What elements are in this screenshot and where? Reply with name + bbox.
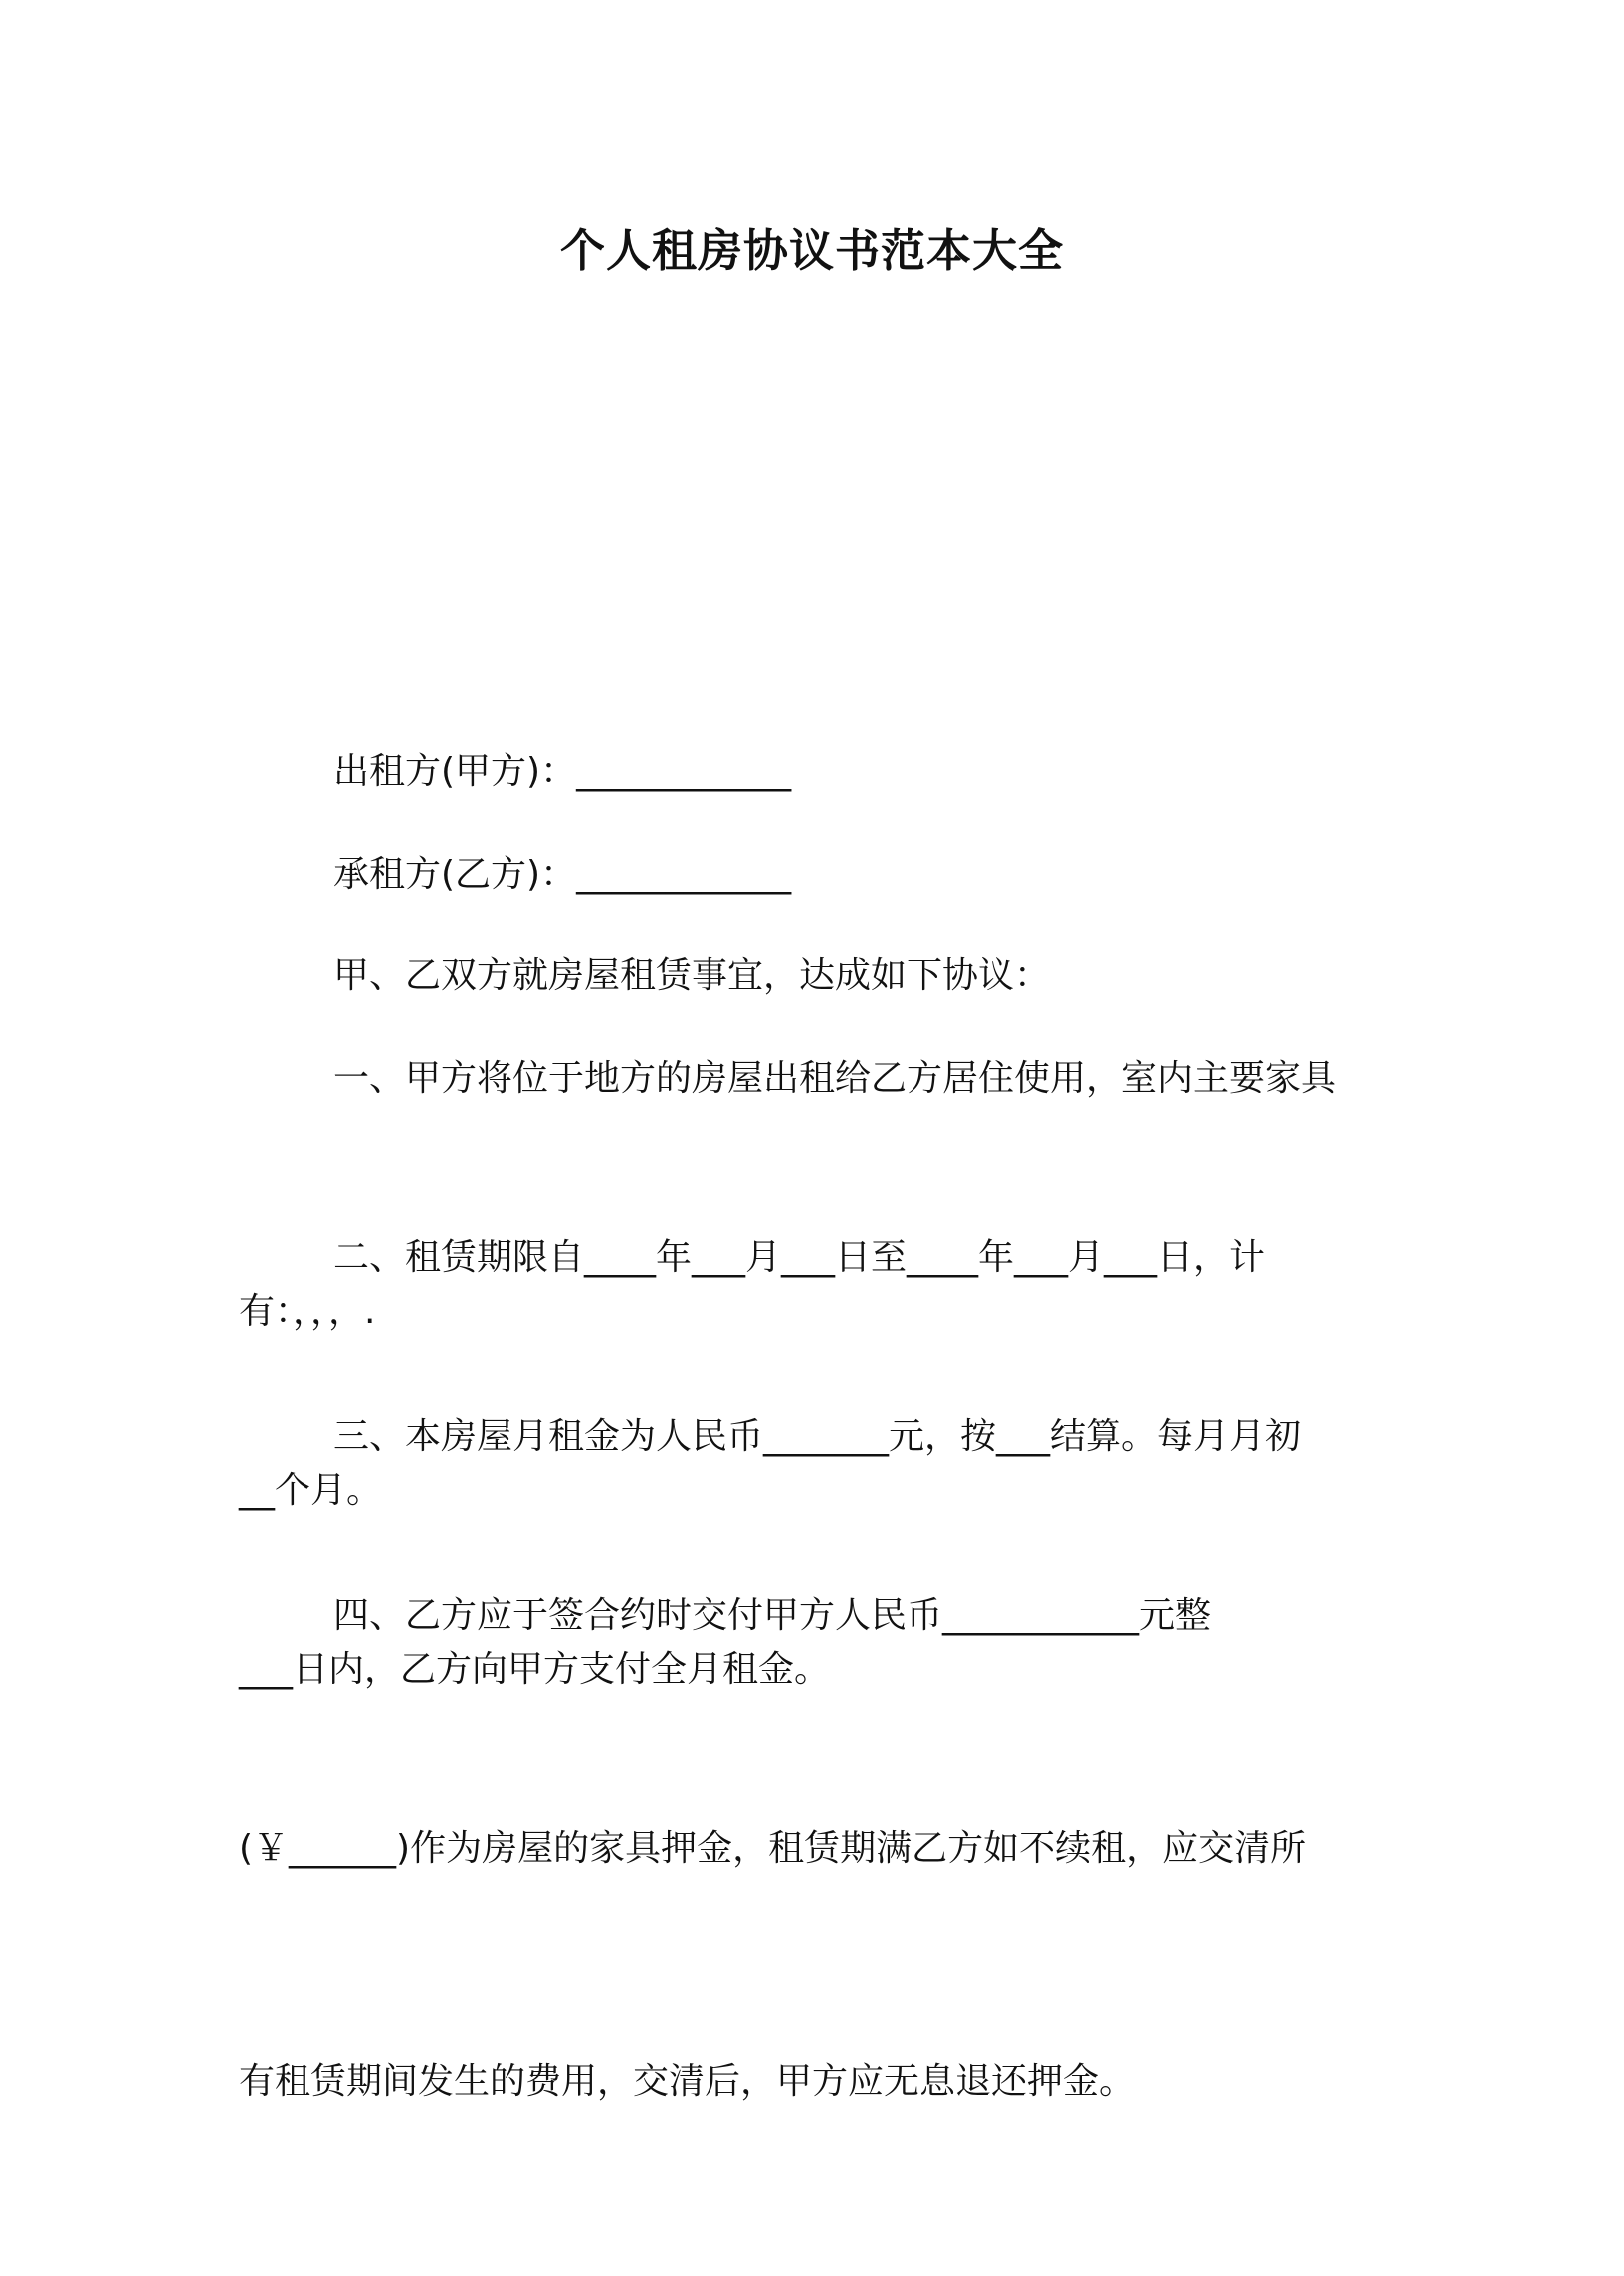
paragraph-line: 一、甲方将位于地方的房屋出租给乙方居住使用，室内主要家具: [333, 1058, 1337, 1099]
paragraph-line: 四、乙方应于签合约时交付甲方人民币___________元整: [333, 1595, 1212, 1636]
clause-4: [239, 1422, 1413, 2276]
paragraph-line: 承租方(乙方)：____________: [333, 854, 792, 895]
paragraph-line: 三、本房屋月租金为人民币_______元，按___结算。每月月初: [333, 1416, 1302, 1457]
paragraph-line: 甲、乙双方就房屋租赁事宜，达成如下协议：: [333, 955, 1051, 996]
document-title: 个人租房协议书范本大全: [559, 224, 1064, 277]
paragraph-line: 有租赁期间发生的费用，交清后，甲方应无息退还押金。: [239, 2061, 1135, 2102]
paragraph-line: (￥______)作为房屋的家具押金，租赁期满乙方如不续租，应交清所: [239, 1828, 1307, 1869]
paragraph-line: 二、租赁期限自____年___月___日至____年___月___日，计: [333, 1237, 1266, 1278]
paragraph-line: __个月。: [239, 1470, 383, 1511]
paragraph-line: ___日内，乙方向甲方支付全月租金。: [239, 1649, 831, 1690]
paragraph-line: 出租方(甲方)：____________: [333, 751, 792, 792]
paragraph-line: 有：，，，.: [239, 1291, 376, 1332]
